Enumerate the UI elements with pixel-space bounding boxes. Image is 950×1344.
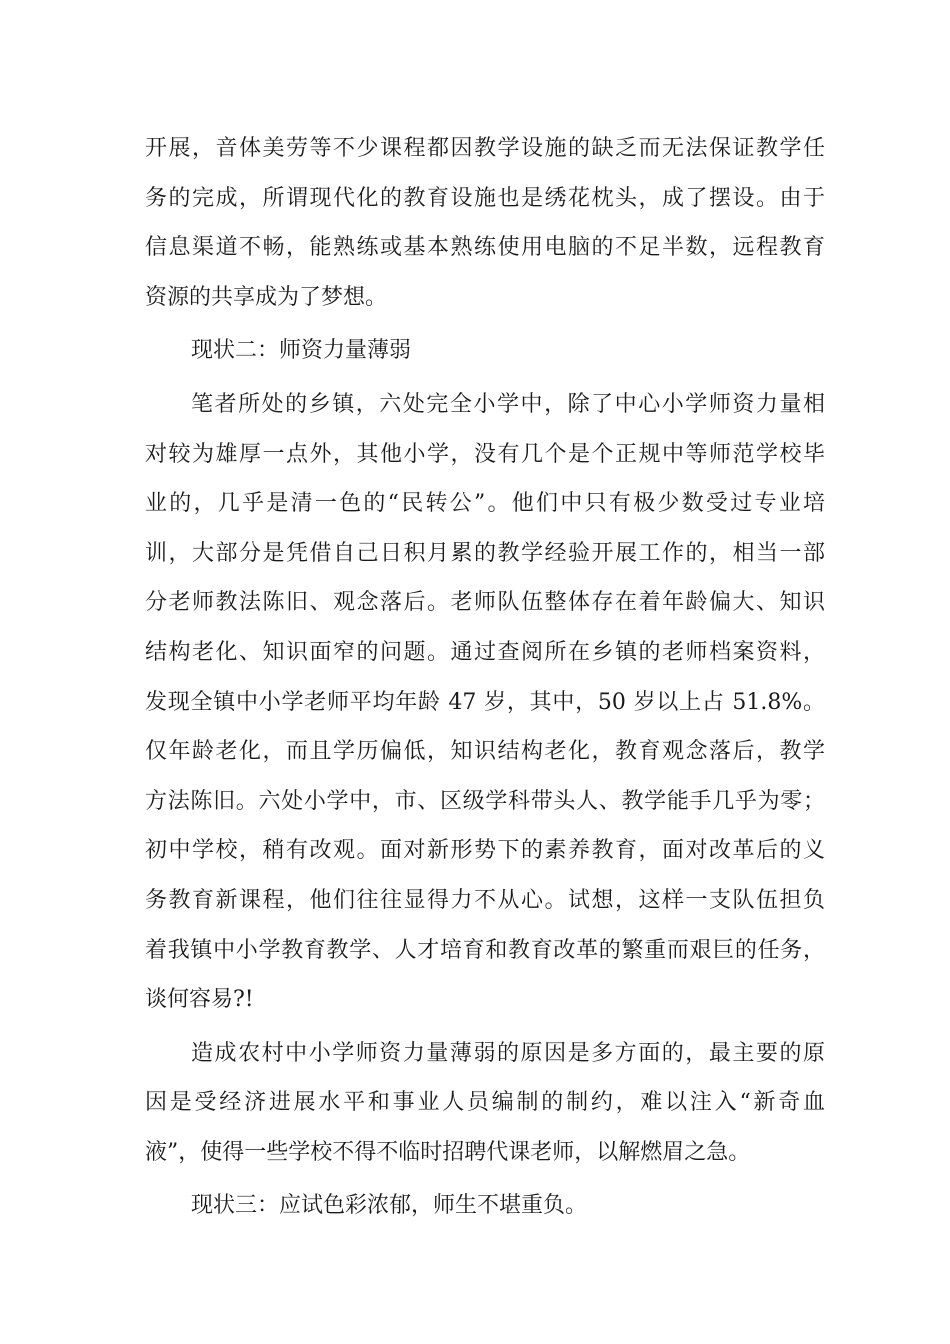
paragraph <box>145 1181 825 1231</box>
document-body <box>145 124 825 1231</box>
text-line: 发现全镇中小学老师平均年龄 47 岁，其中，50 岁以上占 51.8%。 <box>145 689 825 715</box>
text-line: 现状二：师资力量薄弱 <box>191 338 412 364</box>
text-line: 务的完成，所谓现代化的教育设施也是绣花枕头，成了摆设。由于 <box>145 185 825 211</box>
text-line: 谈何容易?! <box>145 987 254 1013</box>
text-line: 训，大部分是凭借自己日积月累的教学经验开展工作的，相当一部 <box>145 540 825 566</box>
text-line: 现状三：应试色彩浓郁，师生不堪重负。 <box>191 1193 588 1219</box>
paragraph <box>145 1029 825 1178</box>
text-line: 因是受经济进展水平和事业人员编制的制约，难以注入“新奇血 <box>145 1090 825 1116</box>
text-line: 仅年龄老化，而且学历偏低，知识结构老化，教育观念落后，教学 <box>145 739 825 765</box>
text-line: 业的，几乎是清一色的“民转公”。他们中只有极少数受过专业培 <box>145 491 825 517</box>
text-line: 着我镇中小学教育教学、人才培育和教育改革的繁重而艰巨的任务， <box>145 937 825 963</box>
text-line: 笔者所处的乡镇，六处完全小学中，除了中心小学师资力量相 <box>191 391 825 417</box>
text-line: 务教育新课程，他们往往显得力不从心。试想，这样一支队伍担负 <box>145 887 825 913</box>
text-line: 对较为雄厚一点外，其他小学，没有几个是个正规中等师范学校毕 <box>145 441 825 467</box>
paragraph <box>145 326 825 376</box>
text-line: 资源的共享成为了梦想。 <box>145 284 388 310</box>
paragraph <box>145 124 825 322</box>
text-line: 分老师教法陈旧、观念落后。老师队伍整体存在着年龄偏大、知识 <box>145 590 825 616</box>
text-line: 造成农村中小学师资力量薄弱的原因是多方面的，最主要的原 <box>191 1040 825 1066</box>
paragraph <box>145 380 825 1025</box>
text-line: 液”，使得一些学校不得不临时招聘代课老师，以解燃眉之急。 <box>145 1139 751 1165</box>
text-line: 结构老化、知识面窄的问题。通过查阅所在乡镇的老师档案资料， <box>145 639 825 665</box>
text-line: 信息渠道不畅，能熟练或基本熟练使用电脑的不足半数，远程教育 <box>145 235 825 261</box>
text-line: 初中学校，稍有改观。面对新形势下的素养教育，面对改革后的义 <box>145 838 825 864</box>
text-line: 方法陈旧。六处小学中，市、区级学科带头人、教学能手几乎为零； <box>145 788 825 814</box>
text-line: 开展，音体美劳等不少课程都因教学设施的缺乏而无法保证教学任 <box>145 136 825 161</box>
